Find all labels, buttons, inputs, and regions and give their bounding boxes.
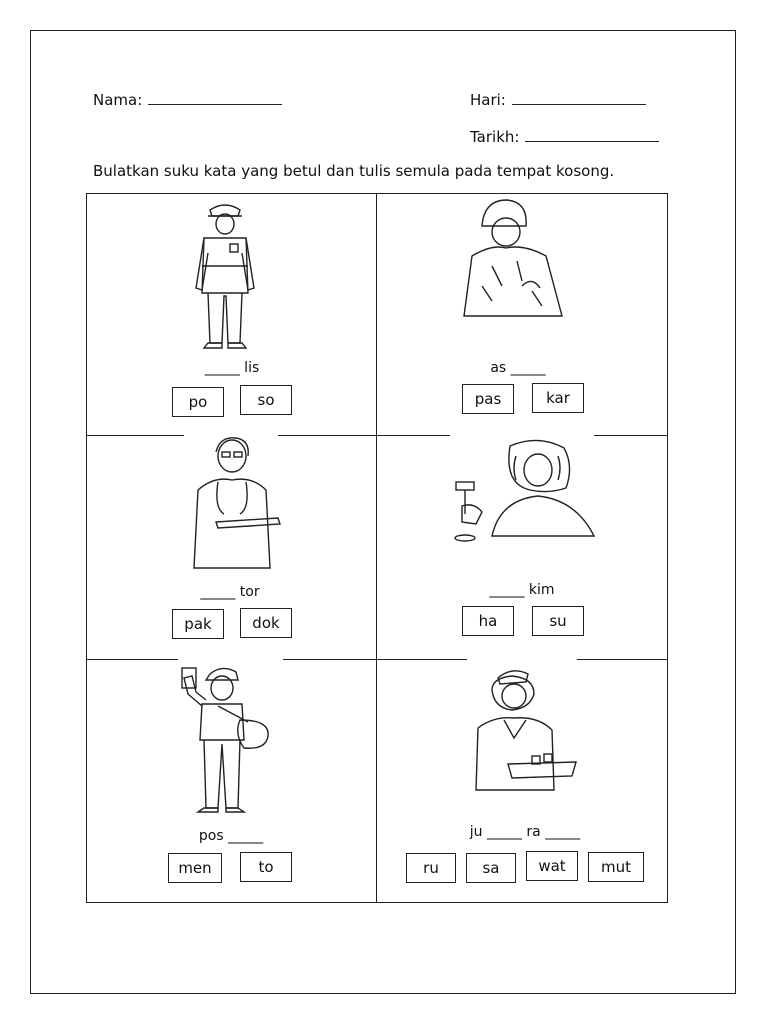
instruction-text: Bulatkan suku kata yang betul dan tulis semula pada tempat kosong. [93, 162, 615, 180]
syllable-option-box[interactable]: ha [462, 606, 514, 636]
syllable-option-box[interactable]: pak [172, 609, 224, 639]
doctor-illustration [186, 434, 282, 570]
date-label: Tarikh: [470, 128, 520, 146]
syllable-option-box[interactable]: po [172, 387, 224, 417]
grid-divider [283, 659, 467, 660]
grid-divider-vertical [376, 193, 377, 903]
syllable-option-box[interactable]: sa [466, 853, 516, 883]
judge-illustration [452, 436, 598, 542]
cell-prompt: pos _____ [198, 828, 264, 844]
grid-divider [594, 435, 668, 436]
syllable-option-box[interactable]: kar [532, 383, 584, 413]
cell-prompt: _____ kim [489, 582, 555, 598]
cell-prompt: ju _____ ra _____ [469, 824, 581, 840]
syllable-option-box[interactable]: so [240, 385, 292, 415]
day-blank-line[interactable] [512, 91, 646, 105]
syllable-option-box[interactable]: wat [526, 851, 578, 881]
cell-prompt: _____ tor [200, 584, 260, 600]
exercise-grid [86, 193, 668, 903]
police-officer-illustration [190, 198, 260, 356]
syllable-option-box[interactable]: ru [406, 853, 456, 883]
syllable-option-box[interactable]: dok [240, 608, 292, 638]
grid-divider [86, 659, 178, 660]
date-field[interactable] [470, 128, 659, 146]
syllable-option-box[interactable]: su [532, 606, 584, 636]
day-field[interactable] [470, 91, 646, 109]
grid-divider [577, 659, 668, 660]
syllable-option-box[interactable]: men [168, 853, 222, 883]
postman-illustration [178, 664, 272, 816]
cell-prompt: _____ lis [204, 360, 260, 376]
cell-prompt: as _____ [490, 360, 546, 376]
day-label: Hari: [470, 91, 506, 109]
syllable-option-box[interactable]: pas [462, 384, 514, 414]
name-field[interactable] [93, 91, 282, 109]
grid-divider [278, 435, 450, 436]
syllable-option-box[interactable]: mut [588, 852, 644, 882]
name-label: Nama: [93, 91, 143, 109]
name-blank-line[interactable] [148, 91, 282, 105]
syllable-option-box[interactable]: to [240, 852, 292, 882]
date-blank-line[interactable] [525, 128, 659, 142]
grid-divider [86, 435, 184, 436]
soldier-illustration [462, 196, 572, 324]
nurse-illustration [468, 664, 580, 794]
